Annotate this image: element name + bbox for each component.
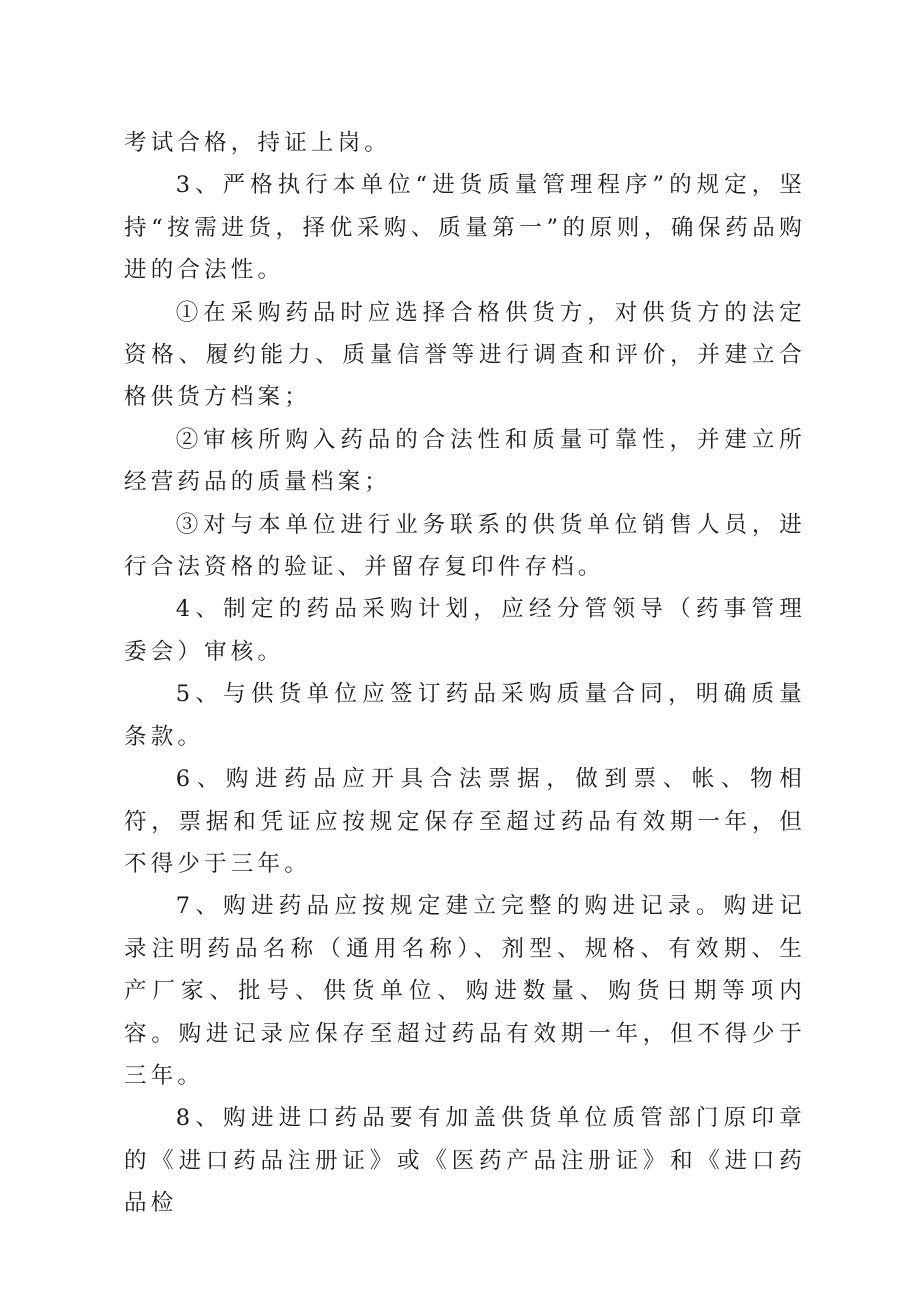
paragraph-item-6: 6、购进药品应开具合法票据，做到票、帐、物相符，票据和凭证应按规定保存至超过药品有效期一年，但不得少于三年。 <box>124 766 806 877</box>
paragraph-item-5: 5、与供货单位应签订药品采购质量合同，明确质量条款。 <box>124 681 806 750</box>
paragraph-continuation: 考试合格，持证上岗。 <box>124 130 392 156</box>
paragraph-subitem-1: ①在采购药品时应选择合格供货方，对供货方的法定资格、履约能力、质量信誉等进行调查和评价，并建立合格供货方档案； <box>124 299 806 411</box>
paragraph-subitem-3: ③对与本单位进行业务联系的供货单位销售人员，进行合法资格的验证、并留存复印件存档。 <box>124 511 806 581</box>
paragraph-item-7: 7、购进药品应按规定建立完整的购进记录。购进记录注明药品名称（通用名称）、剂型、规格、有效期、生产厂家、批号、供货单位、购进数量、购货日期等项内容。购进记录应保存至超过药品有效期一年，但不得少于三年。 <box>124 893 806 1089</box>
paragraph-item-4: 4、制定的药品采购计划，应经分管领导（药事管理委会）审核。 <box>124 596 806 665</box>
paragraph-item-3: 3、严格执行本单位“进货质量管理程序”的规定，坚持“按需进货，择优采购、质量第一”的原则，确保药品购进的合法性。 <box>124 172 806 284</box>
document-body <box>124 122 806 1225</box>
paragraph-item-8: 8、购进进口药品要有加盖供货单位质管部门原印章的《进口药品注册证》或《医药产品注册证》和《进口药品检 <box>124 1105 806 1217</box>
paragraph-subitem-2: ②审核所购入药品的合法性和质量可靠性，并建立所经营药品的质量档案； <box>124 426 806 496</box>
